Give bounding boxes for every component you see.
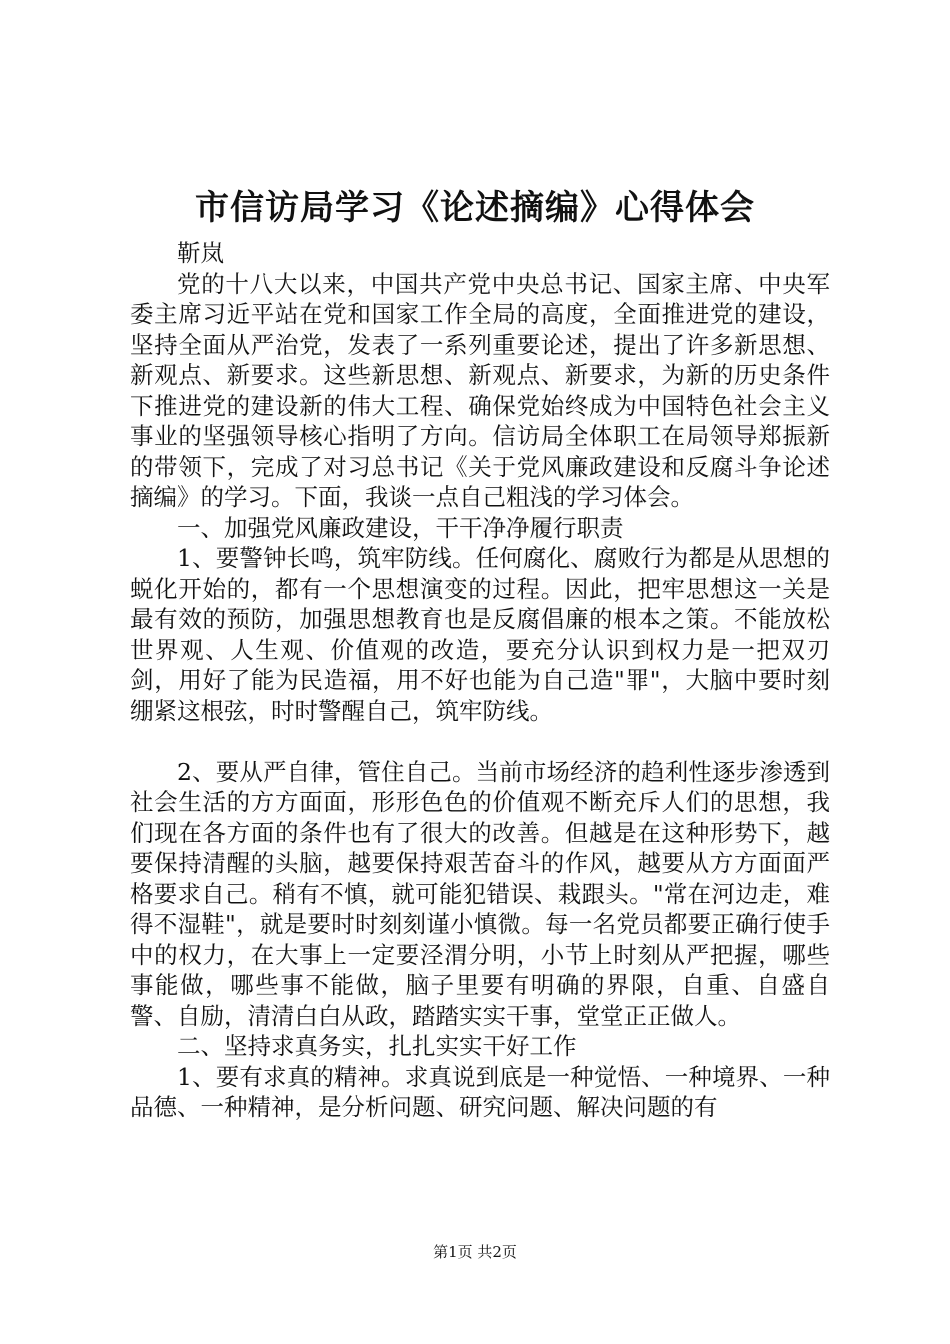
paragraph-2-1: 1、要有求真的精神。求真说到底是一种觉悟、一种境界、一种品德、一种精神，是分析问题、研究问题、解决问题的有 <box>130 1062 830 1121</box>
section-heading-1: 一、加强党风廉政建设，干干净净履行职责 <box>177 513 624 542</box>
document-title: 市信访局学习《论述摘编》心得体会 <box>195 188 755 228</box>
paragraph-intro: 党的十八大以来，中国共产党中央总书记、国家主席、中央军委主席习近平站在党和国家工作全局的高度，全面推进党的建设，坚持全面从严治党，发表了一系列重要论述，提出了许多新思想、新观点、新要求。这些新思想、新观点、新要求，为新的历史条件下推进党的建设新的伟大工程、确保党始终成为中国特色社会主义事业的坚强领导核心指明了方向。信访局全体职工在局领导郑振新的带领下，完成了对习总书记《关于党风廉政建设和反腐斗争论述摘编》的学习。下面，我谈一点自己粗浅的学习体会。 <box>130 269 830 511</box>
section-heading-2: 二、坚持求真务实，扎扎实实干好工作 <box>177 1032 577 1060</box>
page-footer: 第1页 共2页 <box>433 1243 517 1261</box>
author-line: 靳岚 <box>177 239 224 267</box>
document-body <box>130 238 830 1123</box>
paragraph-1-2: 2、要从严自律，管住自己。当前市场经济的趋利性逐步渗透到社会生活的方方面面，形形色色的价值观不断充斥人们的思想，我们现在各方面的条件也有了很大的改善。但越是在这种形势下，越要保持清醒的头脑，越要保持艰苦奋斗的作风，越要从方方面面严格要求自己。稍有不慎，就可能犯错误、栽跟头。"常在河边走，难得不湿鞋"，就是要时时刻刻谨小慎微。每一名党员都要正确行使手中的权力，在大事上一定要泾渭分明，小节上时刻从严把握，哪些事能做，哪些事不能做，脑子里要有明确的界限，自重、自盛自警、自励，清清白白从政，踏踏实实干事，堂堂正正做人。 <box>130 757 830 1030</box>
blank-line <box>130 726 830 757</box>
paragraph-1-1: 1、要警钟长鸣，筑牢防线。任何腐化、腐败行为都是从思想的蜕化开始的，都有一个思想演变的过程。因此，把牢思想这一关是最有效的预防，加强思想教育也是反腐倡廉的根本之策。不能放松世界观、人生观、价值观的改造，要充分认识到权力是一把双刃剑，用好了能为民造福，用不好也能为自己造"罪"，大脑中要时刻绷紧这根弦，时时警醒自己，筑牢防线。 <box>130 544 830 725</box>
